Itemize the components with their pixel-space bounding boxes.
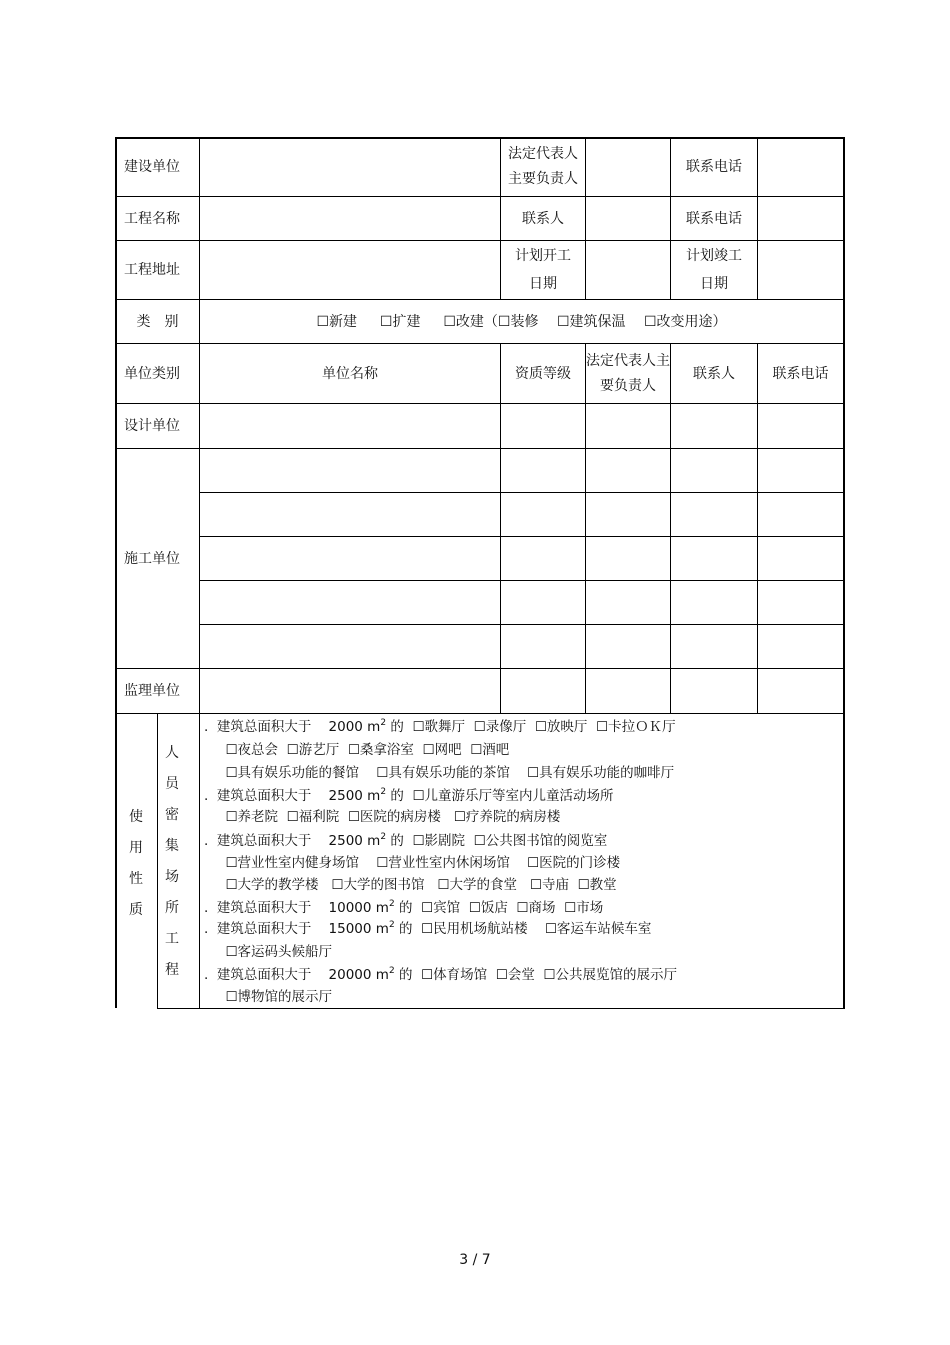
usage-char: 性 [129,871,143,887]
usage-line[interactable]: . 建筑总面积大于 10000 $m^2$ 的 ☐宾馆 ☐饭店 ☐商场 ☐市场 [204,899,604,916]
construction-unit-label: 施工单位 [124,550,180,567]
contact-header: 联系人 [693,365,735,382]
legal-rep-header-line2: 要负责人 [600,377,656,394]
usage-line[interactable]: ☐具有娱乐功能的餐馆 ☐具有娱乐功能的茶馆 ☐具有娱乐功能的咖啡厅 [204,765,675,781]
crowded-char: 场 [165,869,179,885]
project-address-label: 工程地址 [124,262,180,278]
usage-line[interactable]: ☐大学的教学楼 ☐大学的图书馆 ☐大学的食堂 ☐寺庙 ☐教堂 [204,877,617,893]
planned-end-line2: 日期 [700,276,728,292]
legal-rep-line2: 主要负责人 [508,171,578,187]
crowded-char: 工 [165,931,179,947]
usage-line[interactable]: . 建筑总面积大于 2000 $m^2$ 的 ☐歌舞厅 ☐录像厅 ☐放映厅 ☐卡拉ＯＫ厅 [204,718,676,735]
col-divider [585,137,586,299]
col-divider [157,713,158,1008]
usage-line[interactable]: . 建筑总面积大于 20000 $m^2$ 的 ☐体育场馆 ☐会堂 ☐公共展览馆的展示厅 [204,966,678,983]
crowded-char: 密 [165,807,179,823]
usage-nature-label [124,802,148,926]
crowded-char: 集 [165,838,179,854]
legal-rep-header-line1: 法定代表人主 [586,352,670,369]
row-divider [115,448,845,449]
project-name-label: 工程名称 [124,210,180,227]
usage-line[interactable]: . 建筑总面积大于 15000 $m^2$ 的 ☐民用机场航站楼 ☐客运车站候车室 [204,920,652,937]
row-divider [115,403,845,404]
row-divider [199,492,845,493]
table-border-bottom [157,1008,845,1009]
row-divider [199,624,845,625]
planned-start-line2: 日期 [529,276,557,292]
phone-header: 联系电话 [772,365,829,382]
unit-type-header: 单位类别 [124,365,180,382]
usage-line[interactable]: . 建筑总面积大于 2500 $m^2$ 的 ☐影剧院 ☐公共图书馆的阅览室 [204,832,608,849]
crowded-char: 所 [165,900,179,916]
table-border-right [843,137,845,1009]
crowded-place-label [160,738,184,986]
page-number: 3 / 7 [459,1252,491,1268]
legal-rep-label [501,138,585,196]
qualification-header: 资质等级 [515,365,571,382]
phone-label: 联系电话 [686,210,742,227]
planned-end-label [671,241,757,299]
usage-line[interactable]: ☐博物馆的展示厅 [204,989,333,1005]
row-divider [199,580,845,581]
category-label: 类 别 [136,313,179,330]
supervision-unit-label: 监理单位 [124,683,180,699]
row-divider [199,536,845,537]
phone-label: 联系电话 [686,159,742,175]
col-divider [199,137,200,1008]
usage-line[interactable]: ☐夜总会 ☐游艺厅 ☐桑拿浴室 ☐网吧 ☐酒吧 [204,742,510,758]
planned-end-line1: 计划竣工 [686,248,742,264]
usage-char: 质 [129,902,143,918]
contact-label: 联系人 [522,210,564,227]
col-divider [757,137,758,299]
legal-rep-line1: 法定代表人 [508,146,578,162]
usage-line[interactable]: ☐客运码头候船厅 [204,944,333,960]
usage-char: 使 [129,809,143,825]
usage-char: 用 [129,840,143,856]
crowded-char: 程 [165,962,179,978]
crowded-char: 人 [165,745,179,761]
construction-org-label: 建设单位 [124,159,180,175]
legal-rep-header [586,344,670,403]
design-unit-label: 设计单位 [124,418,180,434]
usage-line[interactable]: . 建筑总面积大于 2500 $m^2$ 的 ☐儿童游乐厅等室内儿童活动场所 [204,787,614,804]
usage-line[interactable]: ☐养老院 ☐福利院 ☐医院的病房楼 ☐疗养院的病房楼 [204,809,561,825]
crowded-char: 员 [165,776,179,792]
usage-line[interactable]: ☐营业性室内健身场馆 ☐营业性室内休闲场馆 ☐医院的门诊楼 [204,855,621,871]
planned-start-line1: 计划开工 [515,248,571,264]
planned-start-label [501,241,585,299]
unit-name-header: 单位名称 [322,365,378,382]
category-options[interactable]: ☐新建 ☐扩建 ☐改建（☐装修 ☐建筑保温 ☐改变用途） [316,313,727,330]
row-divider [115,668,845,669]
row-divider [115,713,845,714]
